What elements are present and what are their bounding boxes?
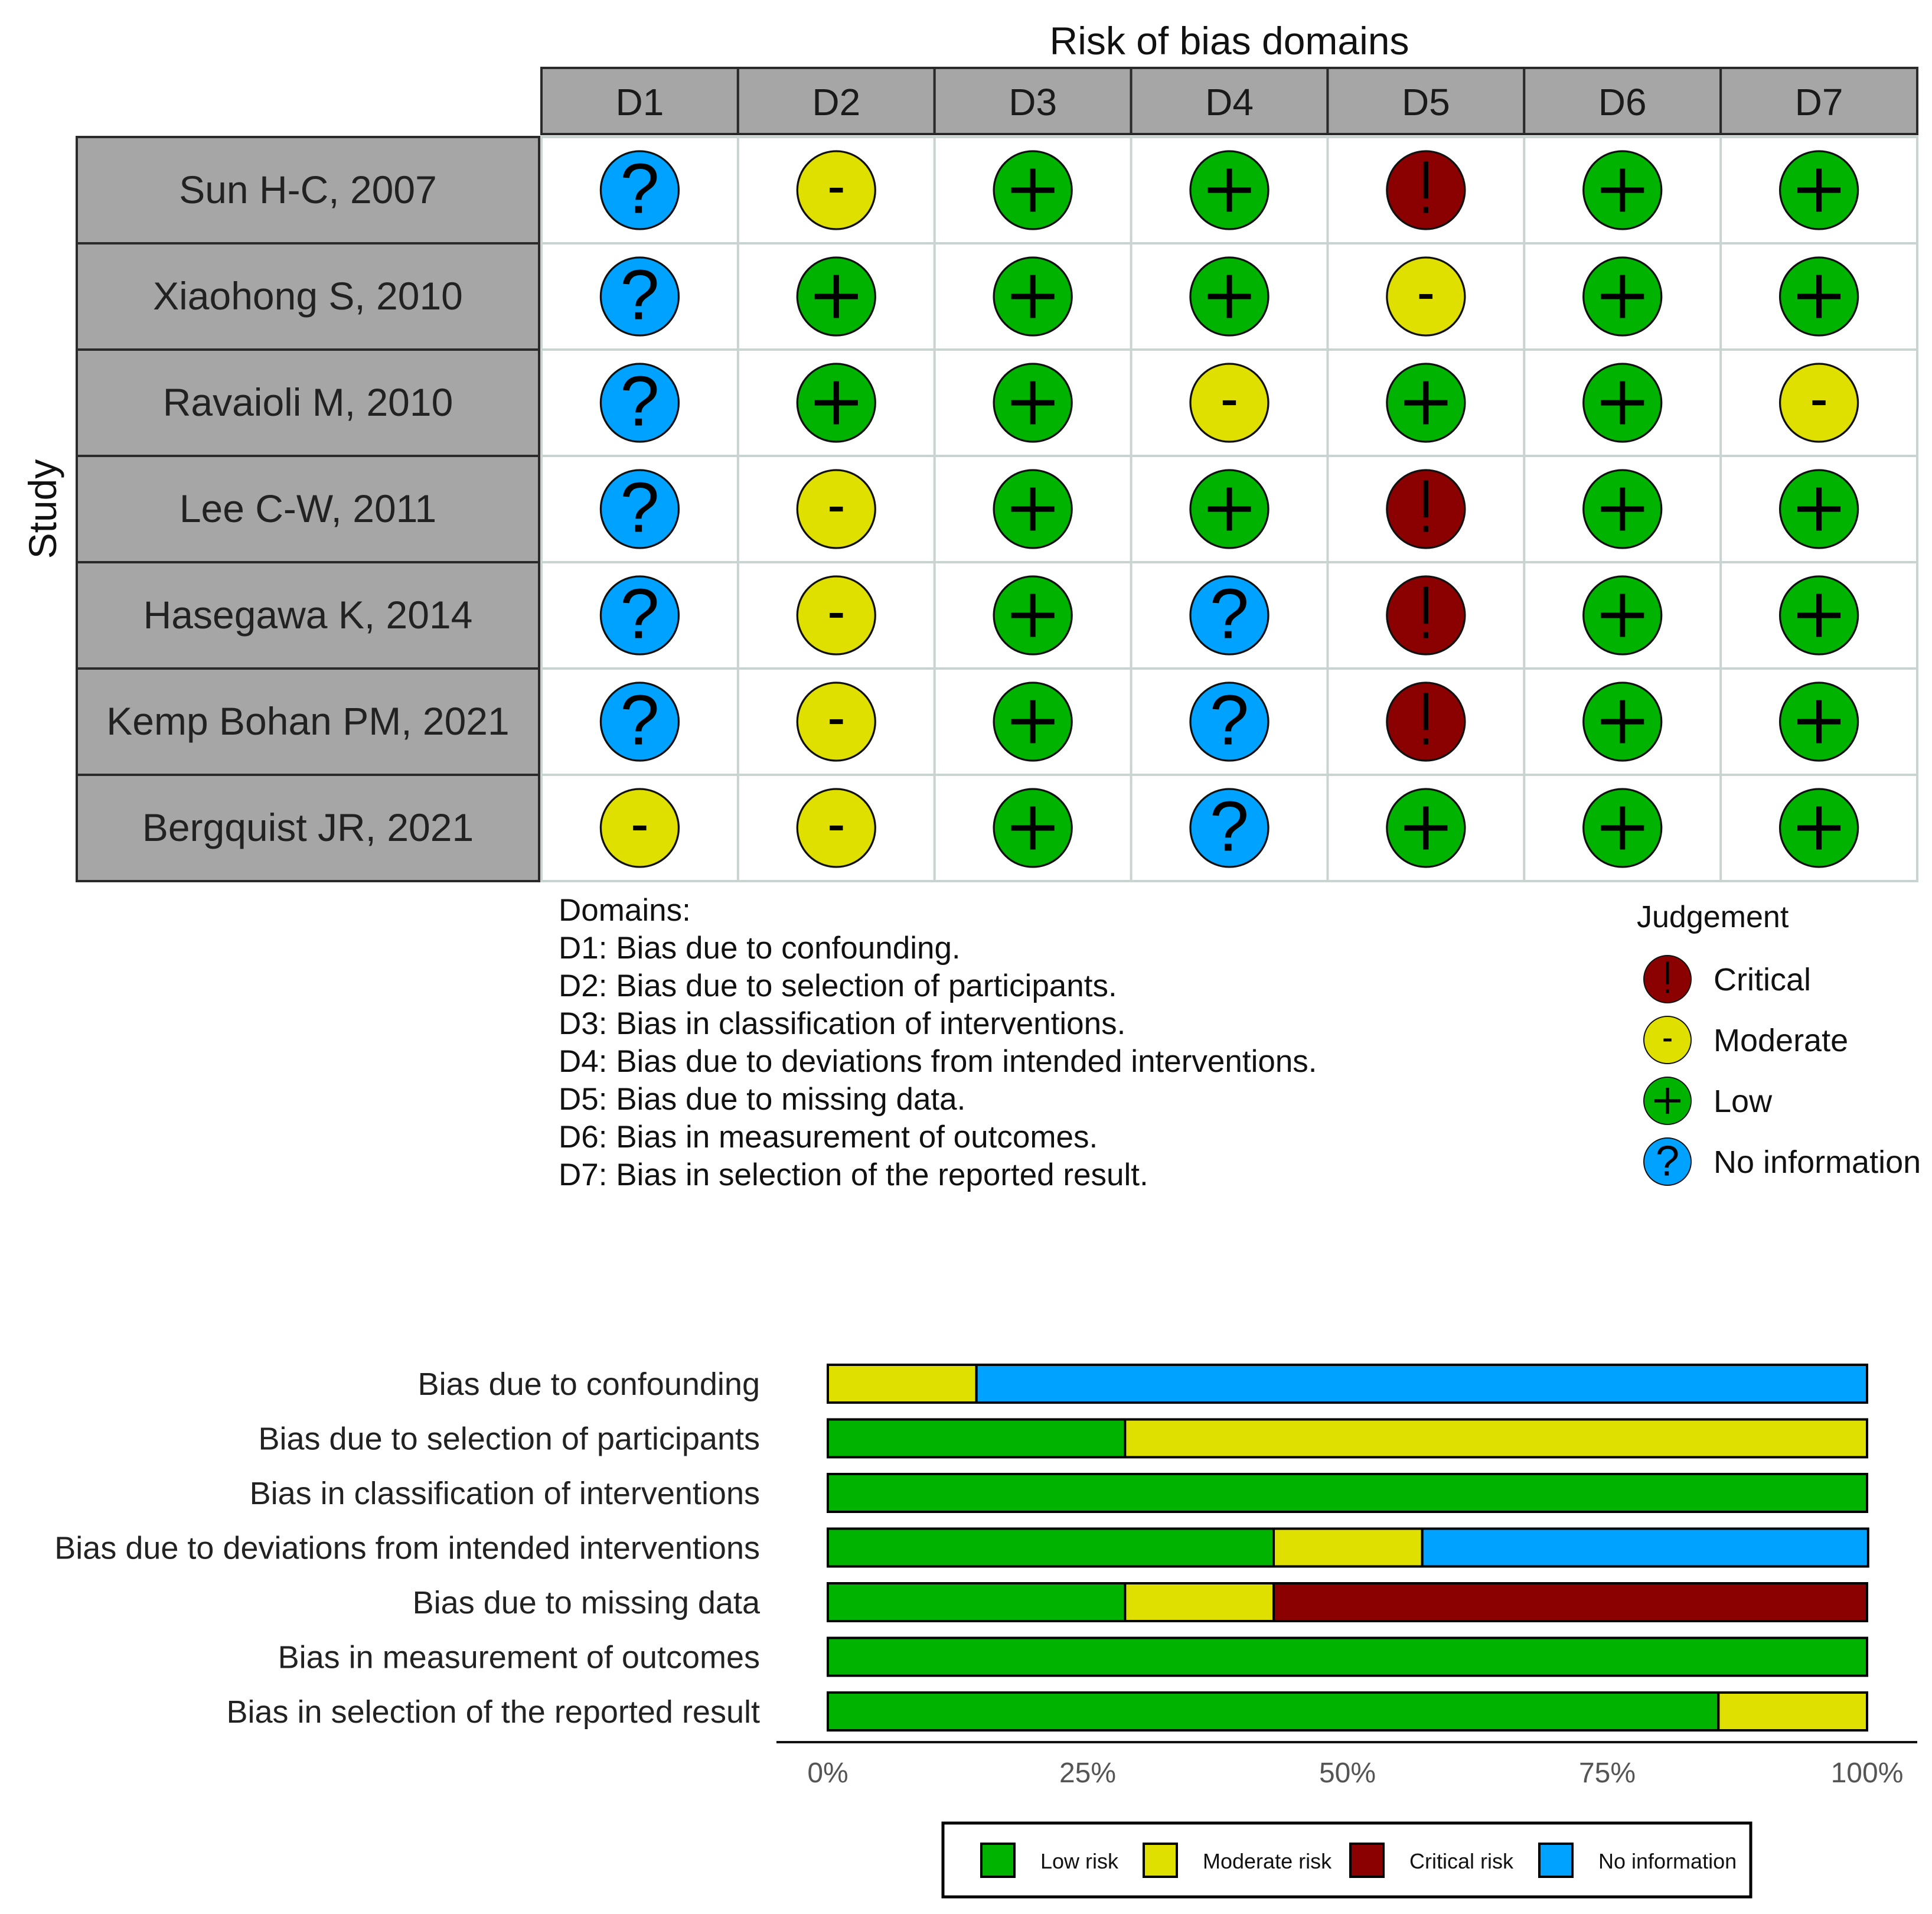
legend-critical-exclamation-dot bbox=[1666, 989, 1669, 993]
bar-legend-swatch-critical-risk bbox=[1350, 1844, 1383, 1877]
cell-hasegawa-k-2014-d5-critical-exclamation-dot bbox=[1424, 632, 1428, 638]
column-header-label-d4: D4 bbox=[1205, 81, 1254, 123]
legend-label-low: Low bbox=[1714, 1084, 1773, 1119]
cell-bergquist-jr-2021-d1-moderate-minus-icon bbox=[633, 826, 646, 830]
x-tick-label-50: 50% bbox=[1319, 1758, 1376, 1789]
domain-description-d1: D1: Bias due to confounding. bbox=[559, 931, 961, 966]
bar-segment-bias-due-to-confounding-no-information bbox=[977, 1365, 1867, 1403]
domains-title: Domains: bbox=[559, 893, 691, 928]
bar-legend-swatch-no-information bbox=[1539, 1844, 1572, 1877]
cell-lee-c-w-2011-d5-critical-exclamation-dot bbox=[1424, 526, 1428, 532]
legend-critical-exclamation-bar bbox=[1666, 961, 1669, 984]
x-tick-label-25: 25% bbox=[1059, 1758, 1117, 1789]
cell-sun-h-c-2007-d1-no-information-question-icon: ? bbox=[620, 149, 660, 229]
domain-description-d3: D3: Bias in classification of interventions. bbox=[559, 1006, 1126, 1041]
cell-ravaioli-m-2010-d1-no-information-question-icon: ? bbox=[620, 362, 660, 441]
bar-segment-bias-due-to-confounding-moderate-risk bbox=[828, 1365, 977, 1403]
domain-description-d2: D2: Bias due to selection of participants. bbox=[559, 969, 1117, 1003]
column-header-label-d5: D5 bbox=[1401, 81, 1450, 123]
bar-label-bias-in-selection-of-the-reported-result: Bias in selection of the reported result bbox=[226, 1694, 760, 1730]
bar-segment-bias-in-selection-of-the-reported-result-moderate-risk bbox=[1718, 1693, 1867, 1730]
column-header-label-d6: D6 bbox=[1598, 81, 1647, 123]
bar-segment-bias-due-to-missing-data-moderate-risk bbox=[1125, 1583, 1274, 1621]
judgement-legend bbox=[1637, 900, 1921, 1185]
bar-label-bias-in-classification-of-interventions: Bias in classification of interventions bbox=[249, 1476, 760, 1511]
bar-segment-bias-due-to-selection-of-participants-moderate-risk bbox=[1125, 1420, 1867, 1457]
x-tick-label-100: 100% bbox=[1830, 1758, 1904, 1789]
x-tick-label-0: 0% bbox=[807, 1758, 848, 1789]
cell-sun-h-c-2007-d2-moderate-minus-icon bbox=[830, 188, 843, 193]
cell-hasegawa-k-2014-d4-no-information-question-icon: ? bbox=[1209, 575, 1249, 654]
cell-hasegawa-k-2014-d2-moderate-minus-icon bbox=[830, 613, 843, 618]
domain-description-d5: D5: Bias due to missing data. bbox=[559, 1082, 966, 1117]
bar-legend-swatch-low-risk bbox=[981, 1844, 1014, 1877]
cell-kemp-bohan-pm-2021-d2-moderate-minus-icon bbox=[830, 719, 843, 724]
domains-key bbox=[559, 892, 1317, 1194]
cell-kemp-bohan-pm-2021-d4-no-information-question-icon: ? bbox=[1209, 681, 1249, 760]
study-label-bergquist-jr-2021: Bergquist JR, 2021 bbox=[142, 806, 474, 849]
cell-kemp-bohan-pm-2021-d5-critical-exclamation-bar bbox=[1424, 693, 1428, 730]
legend-label-moderate: Moderate bbox=[1714, 1023, 1849, 1058]
bar-label-bias-in-measurement-of-outcomes: Bias in measurement of outcomes bbox=[278, 1639, 760, 1675]
cell-kemp-bohan-pm-2021-d1-no-information-question-icon: ? bbox=[620, 681, 660, 760]
domain-description-d4: D4: Bias due to deviations from intended interventions. bbox=[559, 1044, 1317, 1079]
bar-label-bias-due-to-selection-of-participants: Bias due to selection of participants bbox=[258, 1421, 760, 1457]
cell-lee-c-w-2011-d2-moderate-minus-icon bbox=[830, 507, 843, 511]
column-header-label-d7: D7 bbox=[1794, 81, 1843, 123]
bar-segment-bias-due-to-selection-of-participants-low-risk bbox=[828, 1420, 1125, 1457]
cell-lee-c-w-2011-d1-no-information-question-icon: ? bbox=[620, 468, 660, 547]
bar-legend-label-low-risk: Low risk bbox=[1040, 1849, 1119, 1873]
cell-sun-h-c-2007-d5-critical-exclamation-dot bbox=[1424, 207, 1428, 213]
x-tick-label-75: 75% bbox=[1578, 1758, 1636, 1789]
cell-xiaohong-s-2010-d1-no-information-question-icon: ? bbox=[620, 256, 660, 335]
study-label-ravaioli-m-2010: Ravaioli M, 2010 bbox=[162, 380, 453, 424]
cell-kemp-bohan-pm-2021-d5-critical-exclamation-dot bbox=[1424, 738, 1428, 744]
cell-bergquist-jr-2021-d4-no-information-question-icon: ? bbox=[1209, 787, 1249, 866]
cell-ravaioli-m-2010-d7-moderate-minus-icon bbox=[1812, 400, 1825, 405]
bar-legend-label-critical-risk: Critical risk bbox=[1409, 1849, 1513, 1873]
cell-hasegawa-k-2014-d1-no-information-question-icon: ? bbox=[620, 575, 660, 654]
bar-segment-bias-in-selection-of-the-reported-result-low-risk bbox=[828, 1693, 1718, 1730]
cell-ravaioli-m-2010-d4-moderate-minus-icon bbox=[1223, 400, 1236, 405]
cell-bergquist-jr-2021-d2-moderate-minus-icon bbox=[830, 826, 843, 830]
study-label-xiaohong-s-2010: Xiaohong S, 2010 bbox=[153, 274, 463, 318]
row-axis-label: Study bbox=[21, 459, 64, 559]
bar-legend-label-moderate-risk: Moderate risk bbox=[1203, 1849, 1332, 1873]
summary-bar-plot bbox=[54, 1365, 1917, 1897]
legend-title: Judgement bbox=[1637, 900, 1789, 934]
bar-segment-bias-in-measurement-of-outcomes-low-risk bbox=[828, 1638, 1867, 1676]
domain-description-d7: D7: Bias in selection of the reported result. bbox=[559, 1157, 1148, 1192]
legend-no-information-question-icon: ? bbox=[1655, 1137, 1680, 1185]
bar-legend-swatch-moderate-risk bbox=[1144, 1844, 1177, 1877]
bar-segment-bias-in-classification-of-interventions-low-risk bbox=[828, 1474, 1867, 1512]
bar-segment-bias-due-to-missing-data-critical-risk bbox=[1274, 1583, 1867, 1621]
legend-moderate-minus-icon bbox=[1663, 1039, 1672, 1042]
column-header-label-d3: D3 bbox=[1009, 81, 1058, 123]
bar-label-bias-due-to-missing-data: Bias due to missing data bbox=[412, 1585, 760, 1620]
legend-label-no-information: No information bbox=[1714, 1145, 1921, 1180]
bar-legend-label-no-information: No information bbox=[1598, 1849, 1737, 1873]
bar-label-bias-due-to-confounding: Bias due to confounding bbox=[417, 1367, 760, 1402]
study-label-lee-c-w-2011: Lee C-W, 2011 bbox=[179, 487, 437, 530]
bar-segment-bias-due-to-missing-data-low-risk bbox=[828, 1583, 1125, 1621]
bar-segment-bias-due-to-deviations-from-intended-interventions-low-risk bbox=[828, 1529, 1274, 1567]
plot-title: Risk of bias domains bbox=[1049, 19, 1409, 63]
column-header-label-d2: D2 bbox=[812, 81, 861, 123]
cell-xiaohong-s-2010-d5-moderate-minus-icon bbox=[1419, 294, 1432, 299]
cell-hasegawa-k-2014-d5-critical-exclamation-bar bbox=[1424, 586, 1428, 624]
traffic-light-plot bbox=[21, 19, 1917, 881]
legend-label-critical: Critical bbox=[1714, 962, 1812, 997]
column-header-label-d1: D1 bbox=[615, 81, 664, 123]
bar-segment-bias-due-to-deviations-from-intended-interventions-no-information bbox=[1422, 1529, 1868, 1567]
study-label-sun-h-c-2007: Sun H-C, 2007 bbox=[179, 168, 437, 211]
cell-lee-c-w-2011-d5-critical-exclamation-bar bbox=[1424, 480, 1428, 517]
bar-segment-bias-due-to-deviations-from-intended-interventions-moderate-risk bbox=[1274, 1529, 1422, 1567]
domain-description-d6: D6: Bias in measurement of outcomes. bbox=[559, 1120, 1098, 1155]
study-label-kemp-bohan-pm-2021: Kemp Bohan PM, 2021 bbox=[106, 699, 510, 743]
bar-label-bias-due-to-deviations-from-intended-interventions: Bias due to deviations from intended interventions bbox=[54, 1530, 760, 1566]
study-label-hasegawa-k-2014: Hasegawa K, 2014 bbox=[143, 593, 473, 637]
cell-sun-h-c-2007-d5-critical-exclamation-bar bbox=[1424, 161, 1428, 198]
